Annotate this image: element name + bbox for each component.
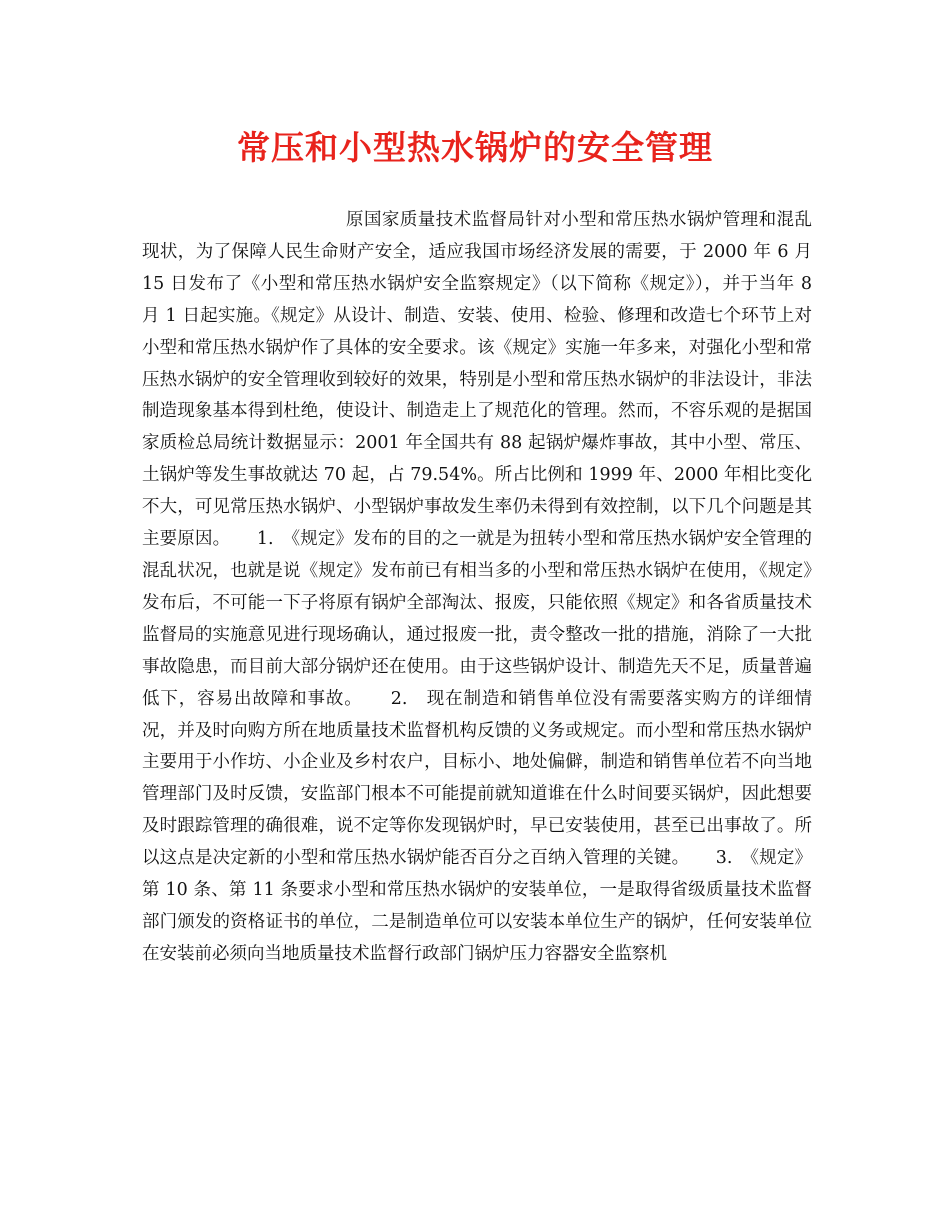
document-title: 常压和小型热水锅炉的安全管理 <box>237 128 713 167</box>
document-body-paragraph: 原国家质量技术监督局针对小型和常压热水锅炉管理和混乱现状，为了保障人民生命财产安全，适应我国市场经济发展的需要，于 2000 年 6 月 15 日发布了《小型和常压热水锅炉安全监察规定》（以下简称《规定》），并于当年 8 月 1 日起实施。《规定》从设计、制造、安装、使用、检验、修理和改造七个环节上对小型和常压热水锅炉作了具体的安全要求。该《规定》实施一年多来，对强化小型和常压热水锅炉的安全管理收到较好的效果，特别是小型和常压热水锅炉的非法设计，非法制造现象基本得到杜绝，使设计、制造走上了规范化的管理。然而，不容乐观的是据国家质检总局统计数据显示：2001 年全国共有 88 起锅炉爆炸事故，其中小型、常压、土锅炉等发生事故就达 70 起，占 79.54%。所占比例和 1999 年、2000 年相比变化不大，可见常压热水锅炉、小型锅炉事故发生率仍未得到有效控制，以下几个问题是其主要原因。 1. 《规定》发布的目的之一就是为扭转小型和常压热水锅炉安全管理的混乱状况，也就是说《规定》发布前已有相当多的小型和常压热水锅炉在使用，《规定》发布后，不可能一下子将原有锅炉全部淘汰、报废，只能依照《规定》和各省质量技术监督局的实施意见进行现场确认，通过报废一批，责令整改一批的措施，消除了一大批事故隐患，而目前大部分锅炉还在使用。由于这些锅炉设计、制造先天不足，质量普遍低下，容易出故障和事故。 2. 现在制造和销售单位没有需要落实购方的详细情况，并及时向购方所在地质量技术监督机构反馈的义务或规定。而小型和常压热水锅炉主要用于小作坊、小企业及乡村农户，目标小、地处偏僻，制造和销售单位若不向当地管理部门及时反馈，安监部门根本不可能提前就知道谁在什么时间要买锅炉，因此想要及时跟踪管理的确很难，说不定等你发现锅炉时，早已安装使用，甚至已出事故了。所以这点是决定新的小型和常压热水锅炉能否百分之百纳入管理的关键。 3. 《规定》第 10 条、第 11 条要求小型和常压热水锅炉的安装单位，一是取得省级质量技术监督部门颁发的资格证书的单位，二是制造单位可以安装本单位生产的锅炉，任何安装单位在安装前必须向当地质量技术监督行政部门锅炉压力容器安全监察机 <box>142 210 812 964</box>
